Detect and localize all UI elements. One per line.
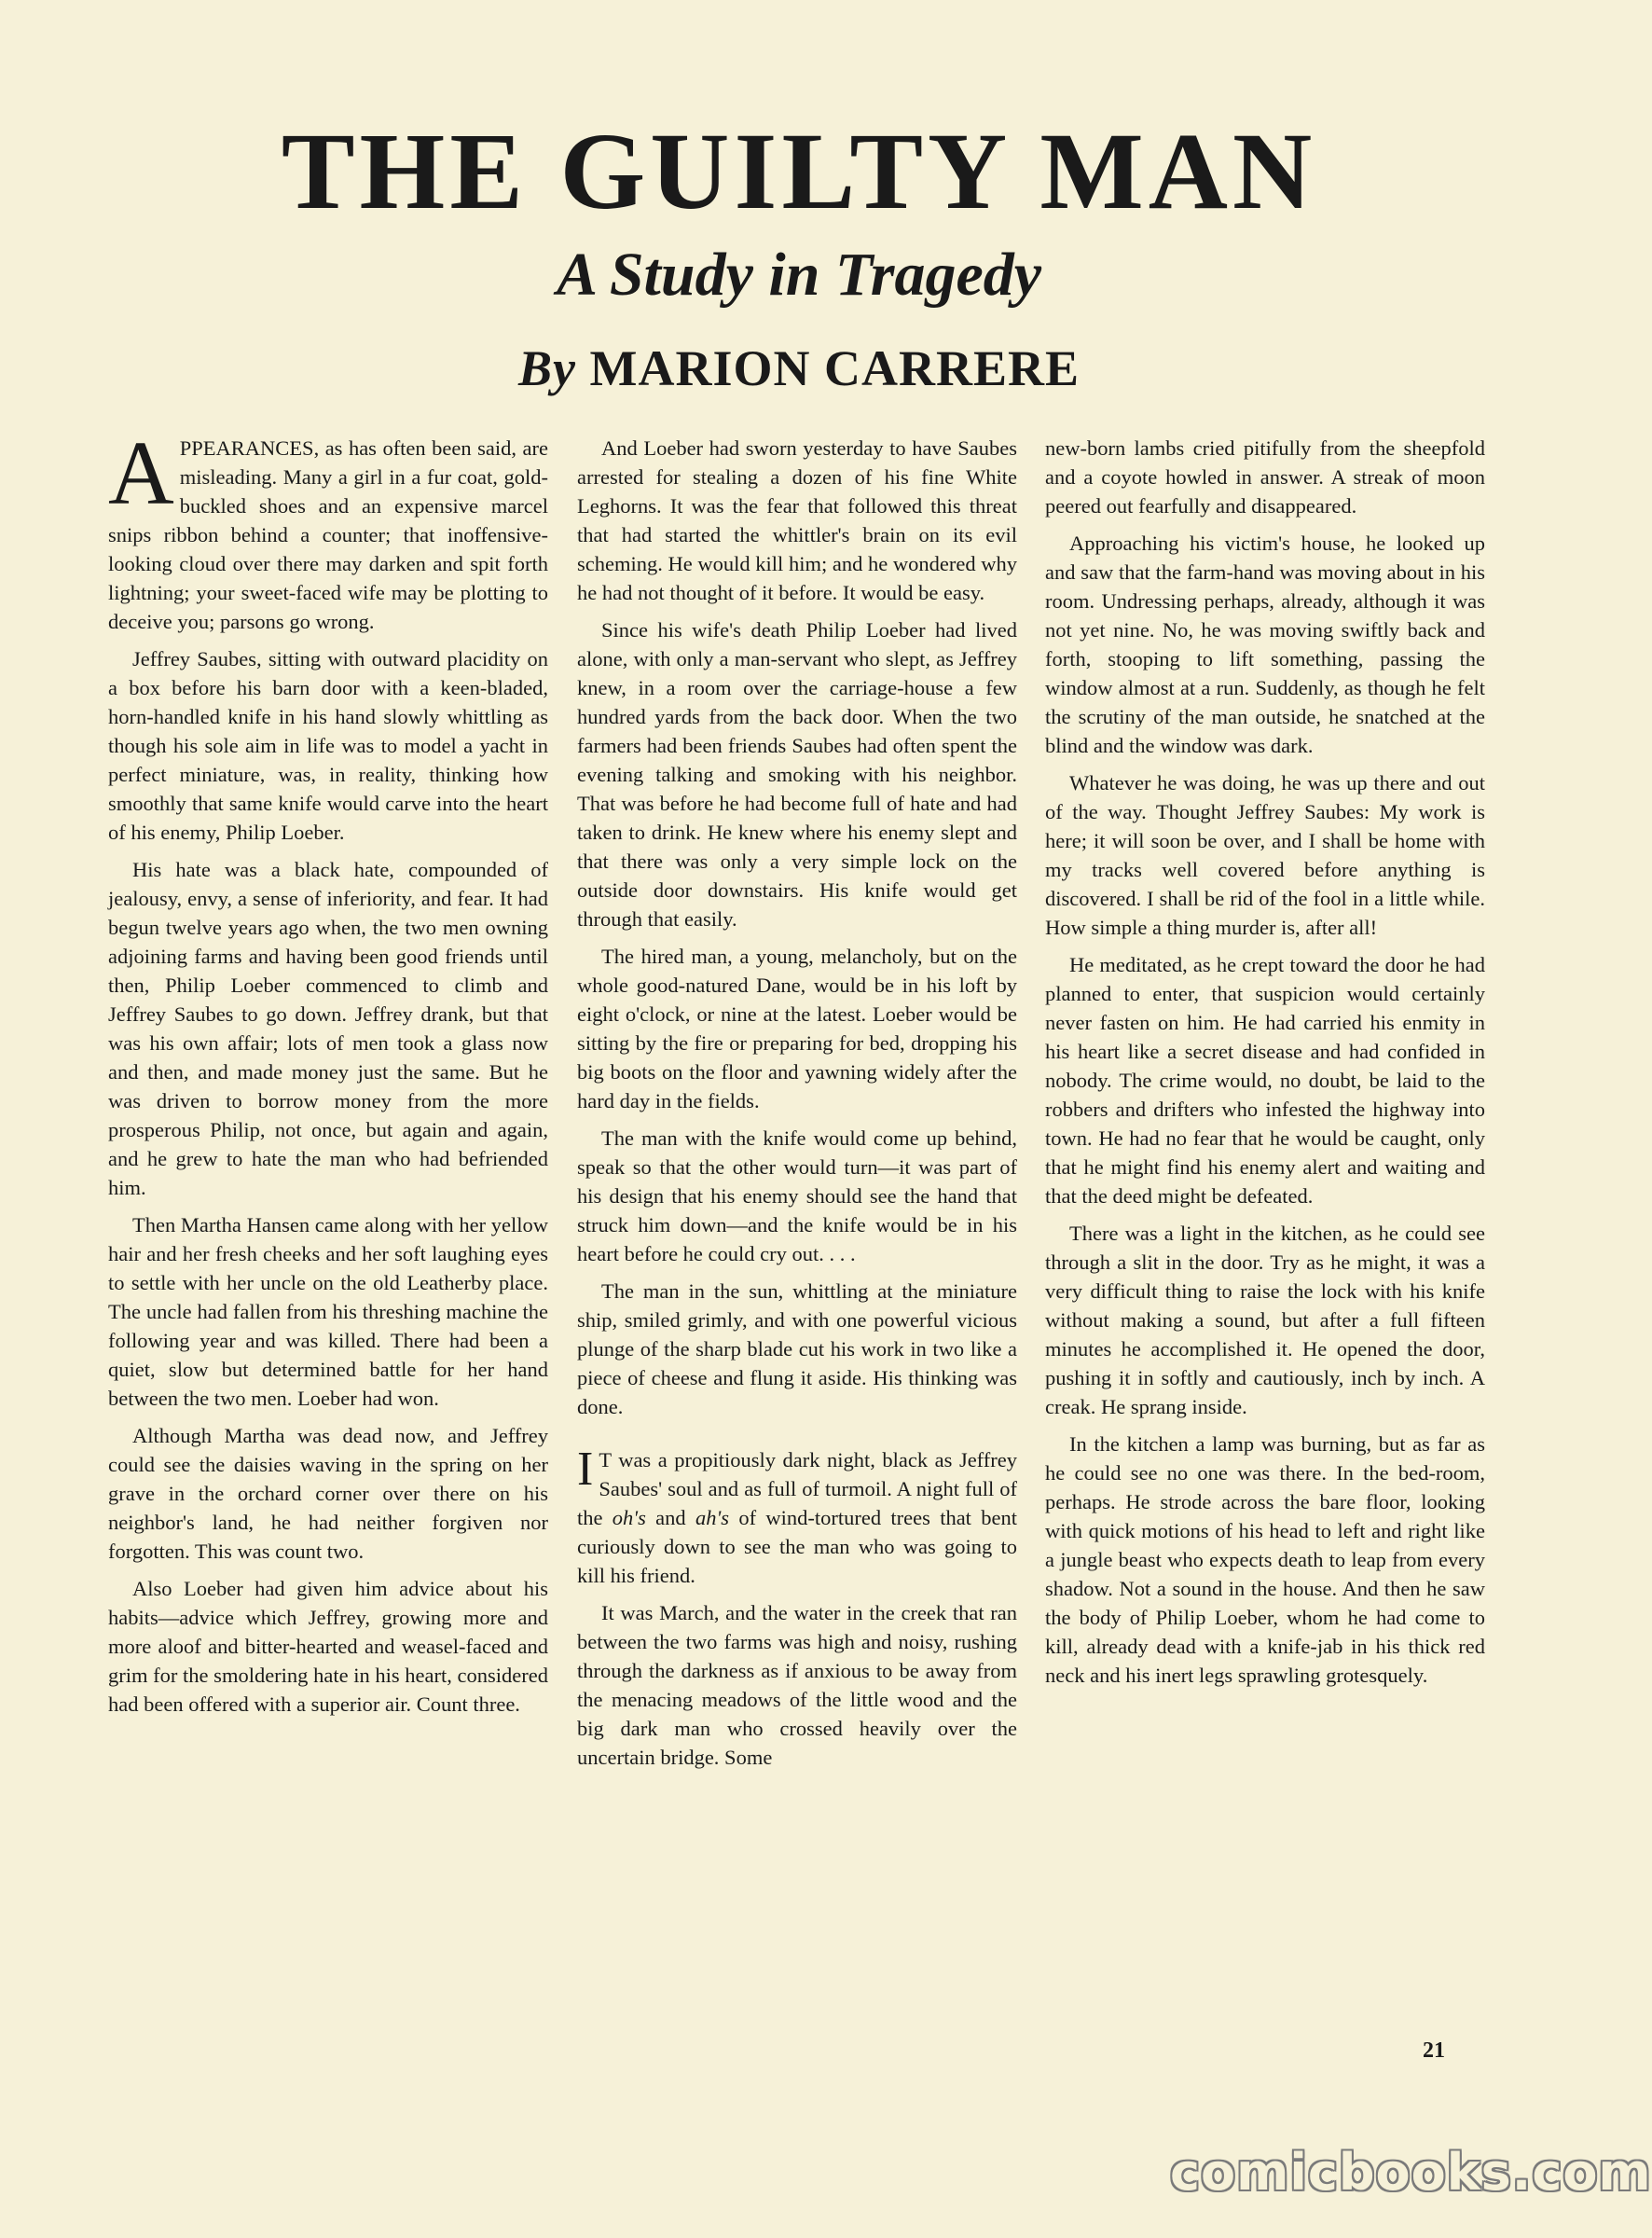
paragraph: Whatever he was doing, he was up there and out of the way. Thought Jeffrey Saubes: My work is here; it will soon be over, and I shall be home with my tracks well covered before anything is discovered. I shall be rid of the fool in a little while. How simple a thing murder is, after all! xyxy=(1045,771,1485,939)
text-column-2 xyxy=(577,434,1017,1780)
paragraph: The hired man, a young, melancholy, but on the whole good-natured Dane, would be in his loft by eight o'clock, or nine at the latest. Loeber would be sitting by the fire or preparing for bed, dropping his big boots on the floor and yawning widely after the hard day in the fields. xyxy=(577,945,1017,1112)
text-column-1 xyxy=(108,423,548,1727)
byline xyxy=(0,340,1598,396)
story-title: THE GUILTY MAN xyxy=(281,110,1317,232)
paragraph: Also Loeber had given him advice about his habits—advice which Jeffrey, growing more and more aloof and bitter-hearted and weasel-faced and grim for the smoldering hate in his heart, considered had been offered with a superior air. Count three. xyxy=(108,1577,548,1716)
paragraph: new-born lambs cried pitifully from the sheepfold and a coyote howled in answer. A streak of moon peered out fearfully and disappeared. xyxy=(1045,436,1485,518)
watermark: comicbooks.com xyxy=(1170,2143,1652,2202)
paragraph: Jeffrey Saubes, sitting with outward placidity on a box before his barn door with a keen-bladed, horn-handled knife in his hand slowly whittling as though his sole aim in life was to model a yacht in perfect miniature, was, in reality, thinking how smoothly that same knife would carve into the heart of his enemy, Philip Loeber. xyxy=(108,647,548,844)
paragraph: Since his wife's death Philip Loeber had lived alone, with only a man-servant who slept, as Jeffrey knew, in a room over the carriage-house a few hundred yards from the back door. When the two farmers had been friends Saubes had often spent the evening talking and smoking with his neighbor. That was before he had become full of hate and had taken to drink. He knew where his enemy slept and that there was only a very simple lock on the outside door downstairs. His knife would get through that easily. xyxy=(577,618,1017,931)
paragraph: It was March, and the water in the creek that ran between the two farms was high and noisy, rushing through the darkness as if anxious to be away from the menacing meadows of the little wood and the big dark man who crossed heavily over the uncertain bridge. Some xyxy=(577,1601,1017,1769)
paragraph: He meditated, as he crept toward the door he had planned to enter, that suspicion would certainly never fasten on him. He had carried his enmity in his heart like a secret disease and had confided in nobody. The crime would, no doubt, be laid to the robbers and drifters who infested the highway into town. He had no fear that he would be caught, only that he might find his enemy alert and waiting and that the deed might be defeated. xyxy=(1045,953,1485,1208)
paragraph: His hate was a black hate, compounded of jealousy, envy, a sense of inferiority, and fear. It had begun twelve years ago when, the two men owning adjoining farms and having been good friends until then, Philip Loeber commenced to climb and Jeffrey Saubes to go down. Jeffrey drank, but that was his own affair; lots of men took a glass now and then, and made money just the same. But he was driven to borrow money from the more prosperous Philip, not once, but again and again, and he grew to hate the man who had befriended him. xyxy=(108,858,548,1199)
paragraph: There was a light in the kitchen, as he could see through a slit in the door. Try as he might, it was a very difficult thing to raise the lock with his knife without making a sound, but after a full fifteen minutes he accomplished it. He opened the door, pushing it in softly and cautiously, inch by inch. A creak. He sprang inside. xyxy=(1045,1222,1485,1418)
paragraph: Then Martha Hansen came along with her yellow hair and her fresh cheeks and her soft laughing eyes to settle with her uncle on the old Leatherby place. The uncle had fallen from his threshing machine the following year and was killed. There had been a quiet, slow but determined battle for her hand between the two men. Loeber had won. xyxy=(108,1213,548,1410)
author-name: MARION CARRERE xyxy=(589,340,1080,396)
drop-cap: A xyxy=(108,423,174,524)
paragraph: Approaching his victim's house, he looked up and saw that the farm-hand was moving about in his room. Undressing perhaps, already, although it was not yet nine. No, he was moving swiftly back and forth, stooping to lift something, passing the window almost at a run. Suddenly, as though he felt the scrutiny of the man outside, he snatched at the blind and the window was dark. xyxy=(1045,532,1485,757)
byline-prefix: By xyxy=(518,340,576,396)
text-column-3 xyxy=(1045,434,1485,1698)
paragraph: In the kitchen a lamp was burning, but as far as he could see no one was there. In the bed-room, perhaps. He strode across the bare floor, looking with quick motions of his head to left and right like a jungle beast who expects death to leap from every shadow. Not a sound in the house. And then he saw the body of Philip Loeber, whom he had come to kill, already dead with a knife-jab in his thick red neck and his inert legs sprawling grotesquely. xyxy=(1045,1432,1485,1687)
paragraph: Although Martha was dead now, and Jeffrey could see the daisies waving in the spring on her grave in the orchard corner over there on his neighbor's land, he had neither forgiven nor forgotten. This was count two. xyxy=(108,1424,548,1563)
story-subtitle: A Study in Tragedy xyxy=(556,241,1042,309)
paragraph: I T was a propitiously dark night, black as Jeffrey Saubes' soul and as full of turmoil. A night full of the oh's and ah's of wind-tortured trees that bent curiously down to see the man who was going to kill his friend. xyxy=(577,1443,1017,1587)
paragraph: And Loeber had sworn yesterday to have Saubes arrested for stealing a dozen of his fine White Leghorns. It was the fear that followed this threat that had started the whittler's brain on its evil scheming. He would kill him; and he wondered why he had not thought of it before. It would be easy. xyxy=(577,436,1017,604)
drop-cap: I xyxy=(577,1443,594,1496)
paragraph: The man in the sun, whittling at the miniature ship, smiled grimly, and with one powerful vicious plunge of the sharp blade cut his work in two like a piece of cheese and flung it aside. His thinking was done. xyxy=(577,1279,1017,1418)
page-number: 21 xyxy=(1423,2038,1445,2063)
paragraph: The man with the knife would come up behind, speak so that the other would turn—it was part of his design that his enemy should see the hand that struck him down—and the knife would be in his heart before he could cry out. . . . xyxy=(577,1126,1017,1265)
paragraph: APPEARANCES, as has often been said, are misleading. Many a girl in a fur coat, gold-buckled shoes and an expensive marcel snips ribbon behind a counter; that inoffensive-looking cloud over there may darken and spit forth lightning; your sweet-faced wife may be plotting to deceive you; parsons go wrong. xyxy=(108,423,548,633)
